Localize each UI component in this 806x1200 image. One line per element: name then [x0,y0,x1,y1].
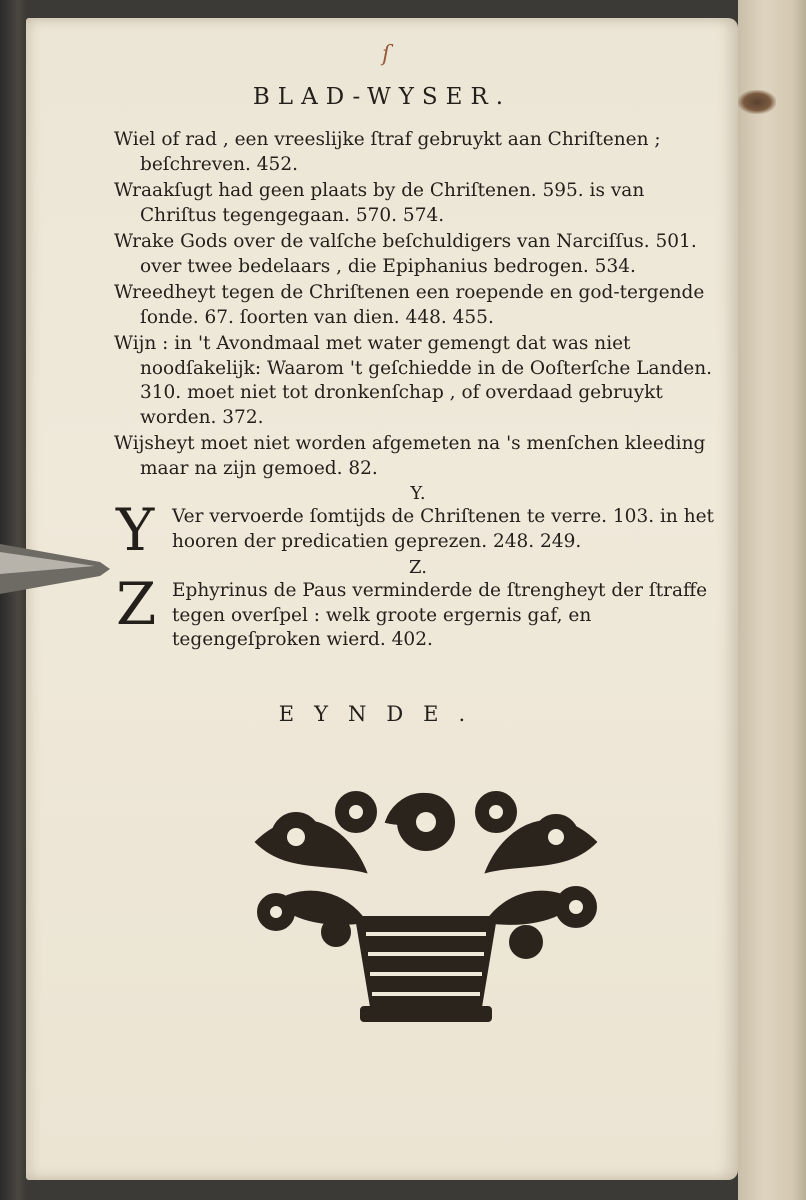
binding-hole [738,90,776,114]
index-entries [114,128,722,655]
flower-basket-woodcut-icon [236,782,616,1032]
index-entry: Wreedheyt tegen de Chriſtenen een roepende en god-tergende ſonde. 67. ſoorten van dien. 448. 455. [114,282,705,328]
signature-mark: ſ [382,42,391,67]
page-holder-blade-icon [0,534,110,604]
section-letter-z: Z. [409,557,427,578]
index-entry: Wrake Gods over de valſche beſchuldigers van Narciſſus. 501. over twee bedelaars , die Epiphanius bedrogen. 534. [114,231,697,277]
section-y-text: Ver vervoerde ſomtijds de Chriſtenen te verre. 103. in het hooren der predicatien geprezen. 248. 249. [172,506,714,552]
facing-page-edge [738,0,806,1200]
index-entry: Wraakſugt had geen plaats by de Chriſtenen. 595. is van Chriſtus tegengegaan. 570. 574. [114,180,645,226]
page-header: BLAD-WYSER. [252,84,512,110]
finis-text: EYNDE. [278,702,486,726]
dropcap-z: Z [116,570,157,638]
section-z-entry [114,570,722,653]
index-entry: Wiel of rad , een vreeslijke ſtraf gebruykt aan Chriſtenen ; beſchreven. 452. [114,129,661,175]
index-entry: Wijn : in 't Avondmaal met water gemengt dat was niet noodſakelijk: Waarom 't geſchiedde in de Ooſterſche Landen. 310. moet niet tot dronkenſchap , of overdaad gebruykt worden. 372. [114,333,713,428]
dropcap-y: Y [116,496,155,564]
section-y-entry [114,496,722,564]
section-z-text: Ephyrinus de Paus verminderde de ſtrengheyt der ſtraffe tegen overſpel : welk groote ergernis gaf, en tegengeſproken wierd. 402. [172,580,708,650]
section-letter-y: Y. [410,483,426,504]
index-entry: Wijsheyt moet niet worden afgemeten na 's menſchen kleeding maar na zijn gemoed. 82. [114,433,706,479]
book-page [26,18,738,1180]
